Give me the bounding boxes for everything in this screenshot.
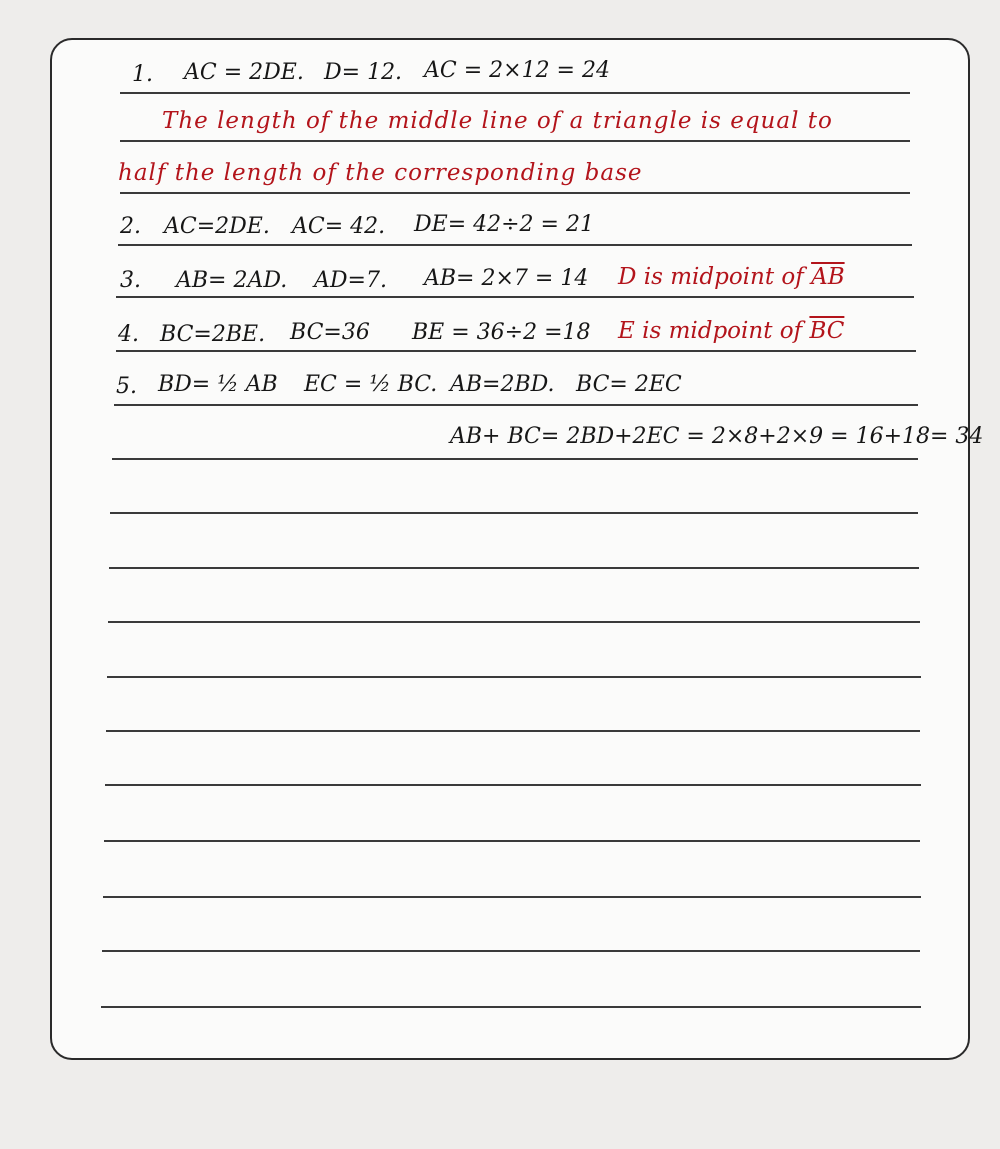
problem-5-eq2-right: BC. xyxy=(397,372,438,397)
ruled-line xyxy=(105,784,921,786)
problem-4-equation-2: BC=36 xyxy=(290,320,370,345)
problem-5-eq1-right: AB xyxy=(245,372,278,397)
ruled-line xyxy=(116,296,914,298)
problem-1-equation-1: AC = 2DE. xyxy=(184,60,304,85)
ruled-line xyxy=(112,458,918,460)
ruled-line xyxy=(108,621,920,623)
problem-5-equation-4: BC= 2EC xyxy=(576,372,682,397)
ruled-line xyxy=(116,350,916,352)
ruled-line xyxy=(118,244,912,246)
problem-5-eq1-left: BD= xyxy=(158,372,211,397)
problem-4-equation-3: BE = 36÷2 =18 xyxy=(412,320,591,345)
problem-4-number: 4. xyxy=(118,322,139,347)
ruled-line xyxy=(107,676,921,678)
problem-3-equation-3: AB= 2×7 = 14 xyxy=(424,266,589,291)
problem-5-final-equation: AB+ BC= 2BD+2EC = 2×8+2×9 = 16+18= 34 xyxy=(450,424,984,449)
segment-ab-label: $\overline{AB}$ xyxy=(811,264,845,290)
problem-4-note xyxy=(618,320,844,343)
segment-bc-label: $\overline{BC}$ xyxy=(809,318,845,344)
ruled-line xyxy=(101,1006,921,1008)
ruled-line xyxy=(110,512,918,514)
problem-4-note-text: E is midpoint of xyxy=(618,318,803,344)
problem-2-equation-1: AC=2DE. xyxy=(164,214,270,239)
ruled-line xyxy=(103,896,921,898)
problem-5-equation-2 xyxy=(304,374,437,396)
ruled-line xyxy=(120,192,910,194)
problem-3-equation-2: AD=7. xyxy=(314,268,387,293)
ruled-line xyxy=(109,567,919,569)
problem-3-note xyxy=(618,266,845,289)
ruled-line xyxy=(106,730,920,732)
problem-5-eq2-left: EC = xyxy=(304,372,363,397)
problem-1-equation-3: AC = 2×12 = 24 xyxy=(424,58,610,83)
problem-1-equation-2: D= 12. xyxy=(324,60,403,85)
problem-5-equation-1 xyxy=(158,374,278,396)
problem-3-number: 3. xyxy=(120,268,141,293)
problem-3-equation-1: AB= 2AD. xyxy=(176,268,288,293)
problem-5-eq1-fraction: ½ xyxy=(217,372,239,397)
ruled-line xyxy=(120,92,910,94)
ruled-line xyxy=(102,950,920,952)
problem-5-eq2-fraction: ½ xyxy=(369,372,391,397)
ruled-line xyxy=(120,140,910,142)
ruled-line xyxy=(114,404,918,406)
problem-5-equation-3: AB=2BD. xyxy=(450,372,555,397)
problem-1-number: 1. xyxy=(132,62,153,87)
explanation-line-2: half the length of the corresponding base xyxy=(118,160,643,186)
ruled-line xyxy=(104,840,920,842)
problem-4-equation-1: BC=2BE. xyxy=(160,322,266,347)
explanation-line-1: The length of the middle line of a triangle is equal to xyxy=(162,108,833,134)
problem-5-number: 5. xyxy=(116,374,137,399)
problem-3-note-text: D is midpoint of xyxy=(618,264,804,290)
problem-2-equation-3: DE= 42÷2 = 21 xyxy=(414,212,594,237)
problem-2-equation-2: AC= 42. xyxy=(292,214,386,239)
problem-2-number: 2. xyxy=(120,214,141,239)
notebook-page xyxy=(50,38,984,1060)
